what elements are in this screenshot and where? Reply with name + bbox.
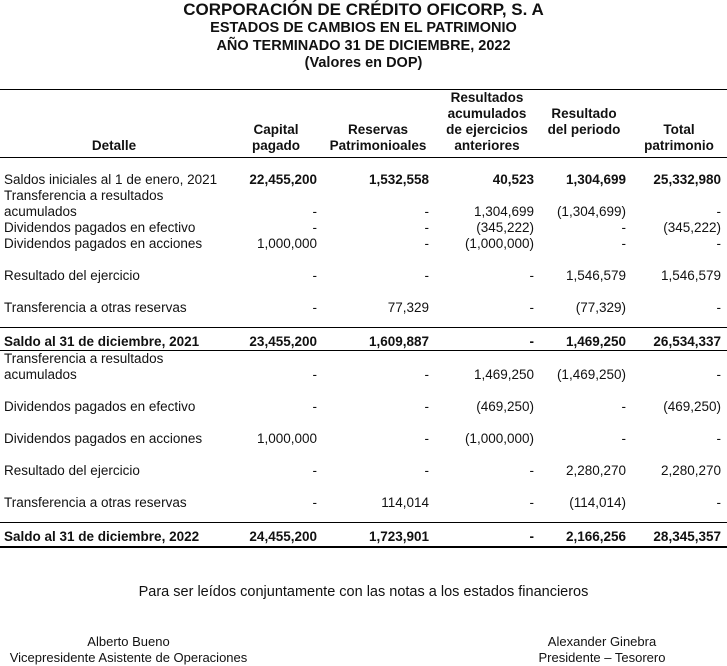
cell-total: 2,280,270 bbox=[660, 463, 721, 478]
cell-total: 25,332,980 bbox=[653, 172, 721, 187]
cell-capital: - bbox=[312, 367, 317, 382]
table-bottom-rule bbox=[0, 546, 727, 548]
cell-retained: (1,000,000) bbox=[464, 431, 534, 446]
cell-retained: - bbox=[529, 300, 534, 315]
cell-period-result: - bbox=[621, 431, 626, 446]
column-header-period-result: Resultado del periodo bbox=[547, 106, 621, 137]
cell-reserves: - bbox=[424, 268, 429, 283]
cell-total: - bbox=[716, 236, 721, 251]
cell-period-result: (1,469,250) bbox=[556, 367, 626, 382]
row-label: Transferencia a resultados acumulados bbox=[4, 188, 164, 219]
footer-note: Para ser leídos conjuntamente con las notas a los estados financieros bbox=[138, 584, 589, 600]
cell-reserves: 114,014 bbox=[381, 495, 429, 510]
cell-reserves: 1,723,901 bbox=[368, 529, 429, 544]
signature-right bbox=[520, 634, 684, 666]
cell-reserves: - bbox=[424, 367, 429, 382]
cell-period-result: 1,304,699 bbox=[565, 172, 626, 187]
cell-retained: 40,523 bbox=[492, 172, 534, 187]
signatory-title: Vicepresidente Asistente de Operaciones bbox=[9, 650, 248, 665]
cell-capital: 24,455,200 bbox=[249, 529, 317, 544]
row-label: Dividendos pagados en efectivo bbox=[4, 399, 196, 414]
cell-period-result: 1,546,579 bbox=[565, 268, 626, 283]
row-label: Dividendos pagados en acciones bbox=[4, 431, 203, 446]
cell-retained: (469,250) bbox=[476, 399, 534, 414]
subtotal-rule-2021 bbox=[0, 327, 727, 328]
cell-total: - bbox=[716, 431, 721, 446]
row-label: Resultado del ejercicio bbox=[4, 268, 140, 283]
cell-capital: 1,000,000 bbox=[256, 431, 317, 446]
currency-note: (Valores en DOP) bbox=[304, 55, 423, 71]
cell-reserves: 77,329 bbox=[387, 300, 429, 315]
cell-capital: - bbox=[312, 204, 317, 219]
cell-capital: 22,455,200 bbox=[249, 172, 317, 187]
cell-reserves: - bbox=[424, 236, 429, 251]
cell-period-result: - bbox=[621, 236, 626, 251]
cell-capital: - bbox=[312, 399, 317, 414]
cell-capital: - bbox=[312, 300, 317, 315]
column-header-capital: Capital pagado bbox=[251, 122, 300, 153]
cell-retained: - bbox=[529, 334, 534, 349]
cell-total: (469,250) bbox=[663, 399, 721, 414]
signatory-name: Alexander Ginebra bbox=[547, 634, 657, 649]
cell-retained: (1,000,000) bbox=[464, 236, 534, 251]
cell-total: (345,222) bbox=[663, 220, 721, 235]
cell-reserves: - bbox=[424, 220, 429, 235]
row-label: Dividendos pagados en acciones bbox=[4, 236, 203, 251]
cell-retained: (345,222) bbox=[476, 220, 534, 235]
row-label: Saldo al 31 de diciembre, 2021 bbox=[4, 334, 200, 349]
cell-reserves: - bbox=[424, 431, 429, 446]
cell-period-result: - bbox=[621, 399, 626, 414]
period-title: AÑO TERMINADO 31 DE DICIEMBRE, 2022 bbox=[216, 38, 511, 54]
cell-retained: 1,304,699 bbox=[473, 204, 534, 219]
cell-retained: - bbox=[529, 268, 534, 283]
row-label: Dividendos pagados en efectivo bbox=[4, 220, 196, 235]
column-header-retained: Resultados acumulados de ejercicios anteriores bbox=[446, 90, 528, 153]
cell-reserves: 1,609,887 bbox=[368, 334, 429, 349]
cell-retained: 1,469,250 bbox=[473, 367, 534, 382]
row-label: Saldo al 31 de diciembre, 2022 bbox=[4, 529, 200, 544]
cell-period-result: (114,014) bbox=[569, 495, 626, 510]
cell-period-result: - bbox=[621, 220, 626, 235]
cell-capital: 23,455,200 bbox=[249, 334, 317, 349]
cell-total: 28,345,357 bbox=[653, 529, 721, 544]
cell-capital: - bbox=[312, 463, 317, 478]
signature-left bbox=[0, 634, 257, 666]
cell-total: - bbox=[716, 495, 721, 510]
row-label: Transferencia a otras reservas bbox=[4, 300, 187, 315]
subtotal-rule-2022 bbox=[0, 522, 727, 523]
cell-total: - bbox=[716, 204, 721, 219]
cell-reserves: - bbox=[424, 399, 429, 414]
company-name: CORPORACIÓN DE CRÉDITO OFICORP, S. A bbox=[183, 0, 544, 19]
row-label: Saldos iniciales al 1 de enero, 2021 bbox=[4, 172, 218, 187]
column-header-total: Total patrimonio bbox=[644, 122, 714, 153]
cell-retained: - bbox=[529, 529, 534, 544]
table-top-rule bbox=[0, 89, 727, 90]
cell-period-result: (77,329) bbox=[575, 300, 626, 315]
cell-capital: - bbox=[312, 495, 317, 510]
cell-total: - bbox=[716, 300, 721, 315]
signatory-name: Alberto Bueno bbox=[87, 634, 170, 649]
cell-capital: - bbox=[312, 220, 317, 235]
row-label: Resultado del ejercicio bbox=[4, 463, 140, 478]
column-header-detail: Detalle bbox=[91, 138, 137, 153]
signatory-title: Presidente – Tesorero bbox=[538, 650, 666, 665]
header-bottom-rule bbox=[0, 157, 727, 158]
cell-period-result: 2,280,270 bbox=[565, 463, 626, 478]
cell-retained: - bbox=[529, 463, 534, 478]
cell-period-result: 2,166,256 bbox=[565, 529, 626, 544]
cell-retained: - bbox=[529, 495, 534, 510]
cell-total: 1,546,579 bbox=[660, 268, 721, 283]
cell-reserves: - bbox=[424, 463, 429, 478]
cell-total: - bbox=[716, 367, 721, 382]
cell-period-result: (1,304,699) bbox=[556, 204, 626, 219]
column-header-reserves: Reservas Patrimonioales bbox=[329, 122, 427, 153]
cell-total: 26,534,337 bbox=[653, 334, 721, 349]
row-label: Transferencia a resultados acumulados bbox=[4, 351, 164, 382]
cell-period-result: 1,469,250 bbox=[565, 334, 626, 349]
cell-reserves: - bbox=[424, 204, 429, 219]
statement-title: ESTADOS DE CAMBIOS EN EL PATRIMONIO bbox=[210, 20, 517, 36]
cell-capital: 1,000,000 bbox=[256, 236, 317, 251]
cell-capital: - bbox=[312, 268, 317, 283]
row-label: Transferencia a otras reservas bbox=[4, 495, 187, 510]
cell-reserves: 1,532,558 bbox=[368, 172, 429, 187]
